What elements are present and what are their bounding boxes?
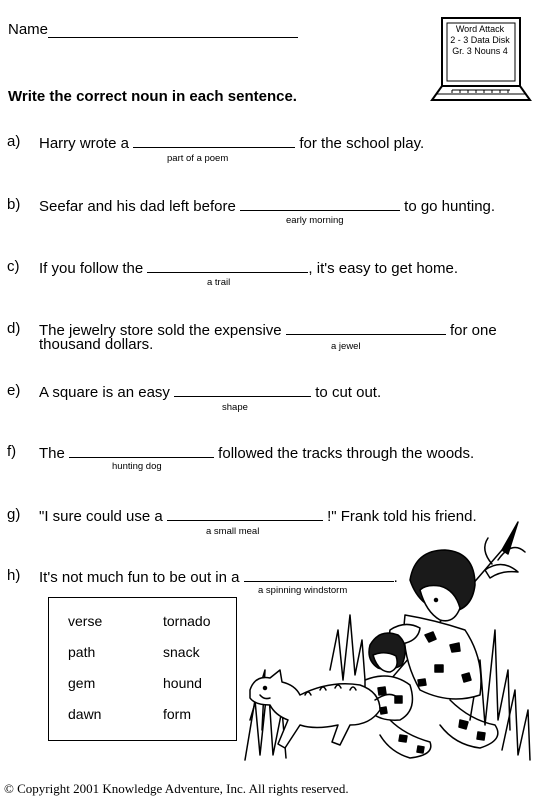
- word-bank: [48, 597, 237, 741]
- word-bank-item: tornado: [163, 613, 211, 629]
- answer-blank[interactable]: [174, 382, 311, 397]
- answer-blank[interactable]: [147, 258, 308, 273]
- question-text: [39, 443, 474, 462]
- question-text: [39, 196, 495, 215]
- answer-blank[interactable]: [69, 443, 214, 458]
- hint-label: a small meal: [206, 526, 260, 537]
- answer-blank[interactable]: [286, 320, 446, 335]
- question-text: [39, 382, 381, 401]
- word-bank-item: form: [163, 706, 191, 722]
- word-bank-item: gem: [68, 675, 96, 691]
- question-before: Harry wrote a: [39, 135, 134, 152]
- question-letter: a): [7, 133, 21, 150]
- disk-label-line: Word Attack: [455, 24, 505, 34]
- answer-blank[interactable]: [133, 133, 295, 148]
- question-before: It's not much fun to be out in a: [39, 569, 244, 586]
- question-before: The: [39, 445, 70, 462]
- question-letter: b): [7, 196, 21, 213]
- question-letter: c): [7, 258, 20, 275]
- answer-blank[interactable]: [240, 196, 400, 211]
- name-blank[interactable]: [48, 37, 298, 38]
- name-label: Name: [8, 21, 49, 38]
- question-after: to go hunting.: [399, 198, 496, 215]
- question-after: followed the tracks through the woods.: [214, 445, 475, 462]
- question-before: The jewelry store sold the expensive: [39, 322, 286, 339]
- question-text: [39, 133, 424, 152]
- question-letter: e): [7, 382, 21, 399]
- disk-label-line: Gr. 3 Nouns 4: [452, 46, 508, 56]
- disk-label-line: 2 - 3 Data Disk: [450, 35, 510, 45]
- disk-label: [450, 24, 510, 57]
- word-bank-item: path: [68, 644, 96, 660]
- word-bank-item: verse: [68, 613, 103, 629]
- question-after: .: [393, 569, 398, 586]
- caveman-icon: [390, 550, 498, 748]
- question-before: If you follow the: [39, 260, 148, 277]
- word-bank-item: hound: [163, 675, 202, 691]
- computer-monitor-icon: [430, 16, 532, 106]
- question-letter: g): [7, 506, 21, 523]
- hint-label: early morning: [286, 215, 344, 226]
- hint-label: shape: [222, 402, 248, 413]
- question-after: for one: [445, 322, 497, 339]
- question-after: to cut out.: [311, 384, 382, 401]
- question-letter: f): [7, 443, 17, 460]
- word-bank-item: dawn: [68, 706, 102, 722]
- question-after: , it's easy to get home.: [308, 260, 459, 277]
- question-before: "I sure could use a: [39, 508, 167, 525]
- question-after: !" Frank told his friend.: [322, 508, 477, 525]
- question-text-line2: thousand dollars.: [39, 336, 154, 353]
- question-letter: d): [7, 320, 21, 337]
- question-before: A square is an easy: [39, 384, 175, 401]
- question-letter: h): [7, 567, 21, 584]
- hint-label: part of a poem: [167, 153, 229, 164]
- hint-label: a trail: [207, 277, 231, 288]
- question-text: [39, 258, 458, 277]
- copyright-notice: © Copyright 2001 Knowledge Adventure, Inc. All rights reserved.: [4, 781, 349, 796]
- answer-blank[interactable]: [167, 506, 323, 521]
- hint-label: hunting dog: [112, 461, 162, 472]
- hint-label: a spinning windstorm: [258, 585, 348, 596]
- word-bank-item: snack: [163, 644, 200, 660]
- instruction-heading: Write the correct noun in each sentence.: [8, 88, 297, 105]
- cavemen-hunting-illustration: [240, 520, 535, 770]
- question-before: Seefar and his dad left before: [39, 198, 240, 215]
- question-after: for the school play.: [295, 135, 425, 152]
- hint-label: a jewel: [331, 341, 361, 352]
